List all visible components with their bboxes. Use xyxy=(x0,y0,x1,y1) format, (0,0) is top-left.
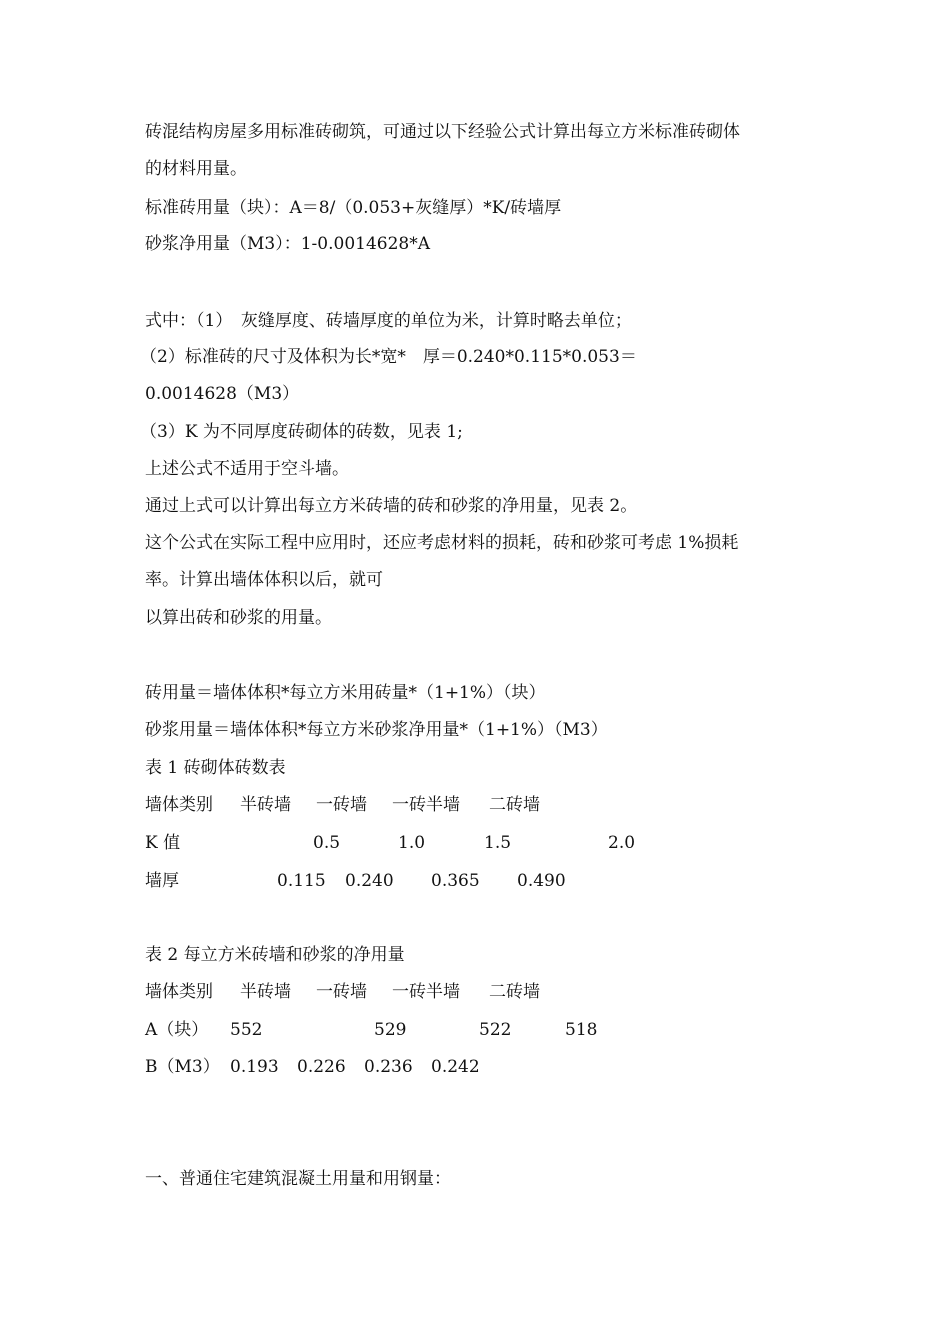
table2-cell: 518 xyxy=(565,1020,598,1040)
table1-header-cell: 二砖墙 xyxy=(489,795,540,815)
formula-brick: 标准砖用量（块）：A＝8/（0.053+灰缝厚）*K/砖墙厚 xyxy=(145,198,562,218)
table1-cell: 0.490 xyxy=(517,871,566,891)
table1-header-cell: 墙体类别 xyxy=(145,795,213,815)
table1-cell: 1.0 xyxy=(398,833,426,853)
usage-brick: 砖用量＝墙体体积*每立方米用砖量*（1+1%）（块） xyxy=(145,683,546,703)
table2-title: 表 2 每立方米砖墙和砂浆的净用量 xyxy=(145,945,405,965)
table1-cell: 2.0 xyxy=(608,833,636,853)
table1-row-label: K 值 xyxy=(145,833,181,853)
section-heading: 一、普通住宅建筑混凝土用量和用钢量： xyxy=(145,1169,451,1189)
table1-cell: 1.5 xyxy=(484,833,512,853)
note-3: （3）K 为不同厚度砖砌体的砖数，见表 1; xyxy=(140,422,463,442)
intro-line-2: 的材料用量。 xyxy=(145,159,247,179)
table1-row-label: 墙厚 xyxy=(145,871,179,891)
note-4: 上述公式不适用于空斗墙。 xyxy=(145,459,349,479)
table2-cell: 529 xyxy=(374,1020,407,1040)
table2-header-cell: 一砖墙 xyxy=(316,982,367,1002)
table2-cell: 0.236 xyxy=(364,1057,413,1077)
table1-cell: 0.365 xyxy=(431,871,480,891)
note-5: 通过上式可以计算出每立方米砖墙的砖和砂浆的净用量，见表 2。 xyxy=(145,496,638,516)
table1-cell: 0.5 xyxy=(313,833,341,853)
table2-header-cell: 一砖半墙 xyxy=(392,982,460,1002)
usage-mortar: 砂浆用量＝墙体体积*每立方米砂浆净用量*（1+1%）（M3） xyxy=(145,720,608,740)
table1-header-cell: 半砖墙 xyxy=(240,795,291,815)
table1-header-cell: 一砖墙 xyxy=(316,795,367,815)
formula-mortar: 砂浆净用量（M3）：1-0.0014628*A xyxy=(145,234,430,254)
table2-header-cell: 二砖墙 xyxy=(489,982,540,1002)
note-2b: 0.0014628（M3） xyxy=(145,384,300,404)
table2-cell: 552 xyxy=(230,1020,263,1040)
note-6b: 率。计算出墙体体积以后，就可 xyxy=(145,570,383,590)
table2-header-cell: 半砖墙 xyxy=(240,982,291,1002)
table1-cell: 0.240 xyxy=(345,871,394,891)
note-6a: 这个公式在实际工程中应用时，还应考虑材料的损耗，砖和砂浆可考虑 1%损耗 xyxy=(145,533,739,553)
note-6c: 以算出砖和砂浆的用量。 xyxy=(145,608,332,628)
table1-header-cell: 一砖半墙 xyxy=(392,795,460,815)
table1-title: 表 1 砖砌体砖数表 xyxy=(145,758,286,778)
note-2a: （2）标准砖的尺寸及体积为长*宽* 厚＝0.240*0.115*0.053＝ xyxy=(140,347,637,367)
table2-cell: 0.193 xyxy=(230,1057,279,1077)
table2-row-label: B（M3） xyxy=(145,1057,220,1077)
note-1: 式中：（1） 灰缝厚度、砖墙厚度的单位为米，计算时略去单位； xyxy=(145,311,632,331)
intro-line-1: 砖混结构房屋多用标准砖砌筑，可通过以下经验公式计算出每立方米标准砖砌体 xyxy=(145,122,740,142)
table2-cell: 522 xyxy=(479,1020,512,1040)
table2-cell: 0.242 xyxy=(431,1057,480,1077)
table1-cell: 0.115 xyxy=(277,871,326,891)
table2-row-label: A（块） xyxy=(145,1020,209,1040)
table2-cell: 0.226 xyxy=(297,1057,346,1077)
table2-header-cell: 墙体类别 xyxy=(145,982,213,1002)
